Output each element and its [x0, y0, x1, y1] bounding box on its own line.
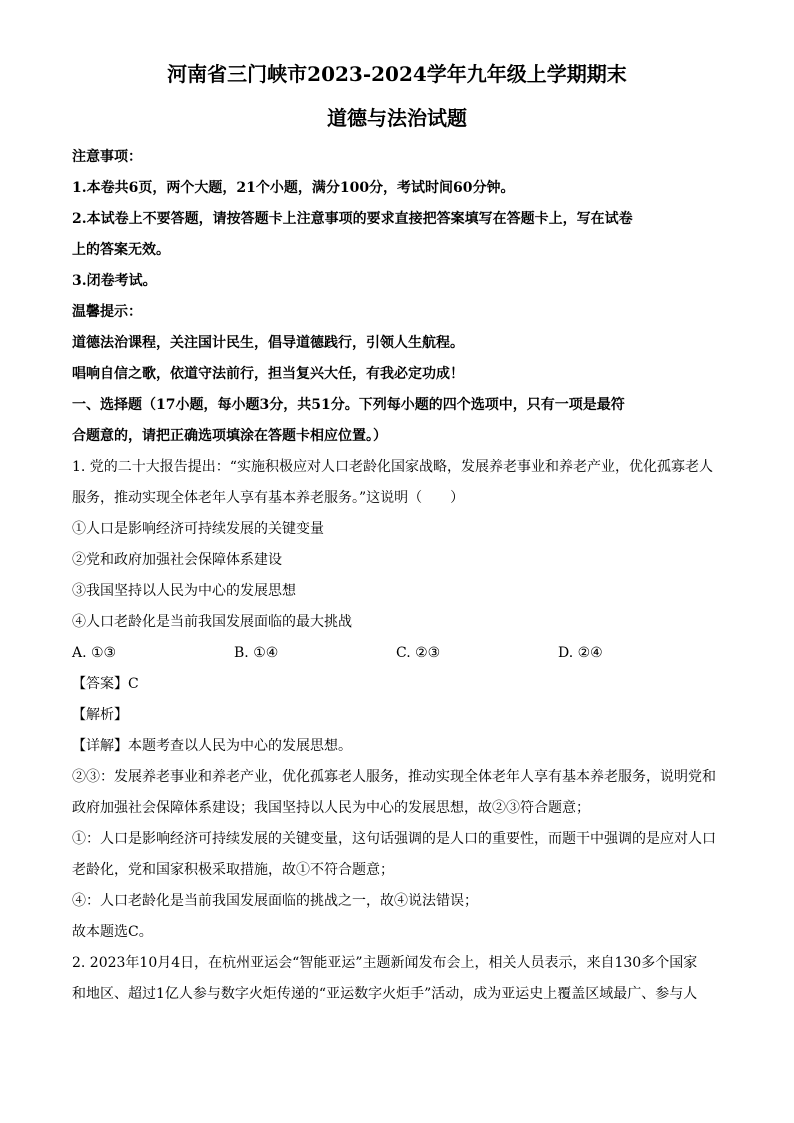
- statement: ④人口老龄化是当前我国发展面临的最大挑战: [72, 614, 352, 630]
- question-stem: 2. 2023年10月4日，在杭州亚运会“智能亚运”主题新闻发布会上，相关人员表示，来自130多个国家: [72, 955, 698, 971]
- question-stem: 和地区、超过1亿人参与数字火炬传递的“亚运数字火炬手”活动，成为亚运史上覆盖区域最广、参与人: [72, 986, 698, 1002]
- explanation-line: 老龄化，党和国家积极采取措施，故①不符合题意；: [72, 862, 394, 878]
- tips-line: 道德法治课程，关注国计民生，倡导道德践行，引领人生航程。: [72, 335, 464, 351]
- section-heading: 合题意的，请把正确选项填涂在答题卡相应位置。）: [72, 428, 387, 444]
- option-d: D. ②④: [558, 645, 603, 661]
- page-title: 河南省三门峡市2023-2024学年九年级上学期期末: [167, 62, 627, 86]
- answer: 【答案】C: [72, 676, 139, 692]
- notice-item: 1.本卷共6页，两个大题，21个小题，满分100分，考试时间60分钟。: [72, 180, 515, 196]
- notice-item: 2.本试卷上不要答题，请按答题卡上注意事项的要求直接把答案填写在答题卡上，写在试卷: [72, 211, 633, 227]
- option-a: A. ①③: [72, 645, 117, 661]
- option-c: C. ②③: [396, 645, 441, 661]
- statement: ①人口是影响经济可持续发展的关键变量: [72, 521, 324, 537]
- page-subtitle: 道德与法治试题: [327, 106, 467, 130]
- exam-page: [72, 60, 722, 1010]
- explanation-line: ④：人口老龄化是当前我国发展面临的挑战之一，故④说法错误；: [72, 893, 478, 909]
- statement: ②党和政府加强社会保障体系建设: [72, 552, 282, 568]
- notice-heading: 注意事项：: [72, 149, 142, 165]
- explanation-line: 政府加强社会保障体系建设；我国坚持以人民为中心的发展思想，故②③符合题意；: [72, 800, 590, 816]
- notice-item: 3.闭卷考试。: [72, 273, 157, 289]
- notice-item: 上的答案无效。: [72, 242, 170, 258]
- tips-line: 唱响自信之歌，依道守法前行，担当复兴大任，有我必定功成！: [72, 366, 464, 382]
- explanation-line: 故本题选C。: [72, 924, 153, 940]
- detail: 【详解】本题考查以人民为中心的发展思想。: [72, 738, 352, 754]
- statement: ③我国坚持以人民为中心的发展思想: [72, 583, 296, 599]
- section-heading: 一、选择题（17小题，每小题3分，共51分。下列每小题的四个选项中，只有一项是最符: [72, 397, 625, 413]
- explanation-line: ①：人口是影响经济可持续发展的关键变量，这句话强调的是人口的重要性，而题干中强调的是应对人口: [72, 831, 716, 847]
- explanation-line: ②③：发展养老事业和养老产业，优化孤寡老人服务，推动实现全体老年人享有基本养老服务，说明党和: [72, 769, 716, 785]
- question-stem: 1. 党的二十大报告提出：“实施积极应对人口老龄化国家战略，发展养老事业和养老产业，优化孤寡老人: [72, 459, 713, 475]
- answer-options: [72, 638, 722, 669]
- analysis-label: 【解析】: [72, 707, 128, 723]
- option-b: B. ①④: [234, 645, 279, 661]
- tips-heading: 温馨提示：: [72, 304, 142, 320]
- question-stem: 服务，推动实现全体老年人享有基本养老服务。”这说明（ ）: [72, 490, 465, 506]
